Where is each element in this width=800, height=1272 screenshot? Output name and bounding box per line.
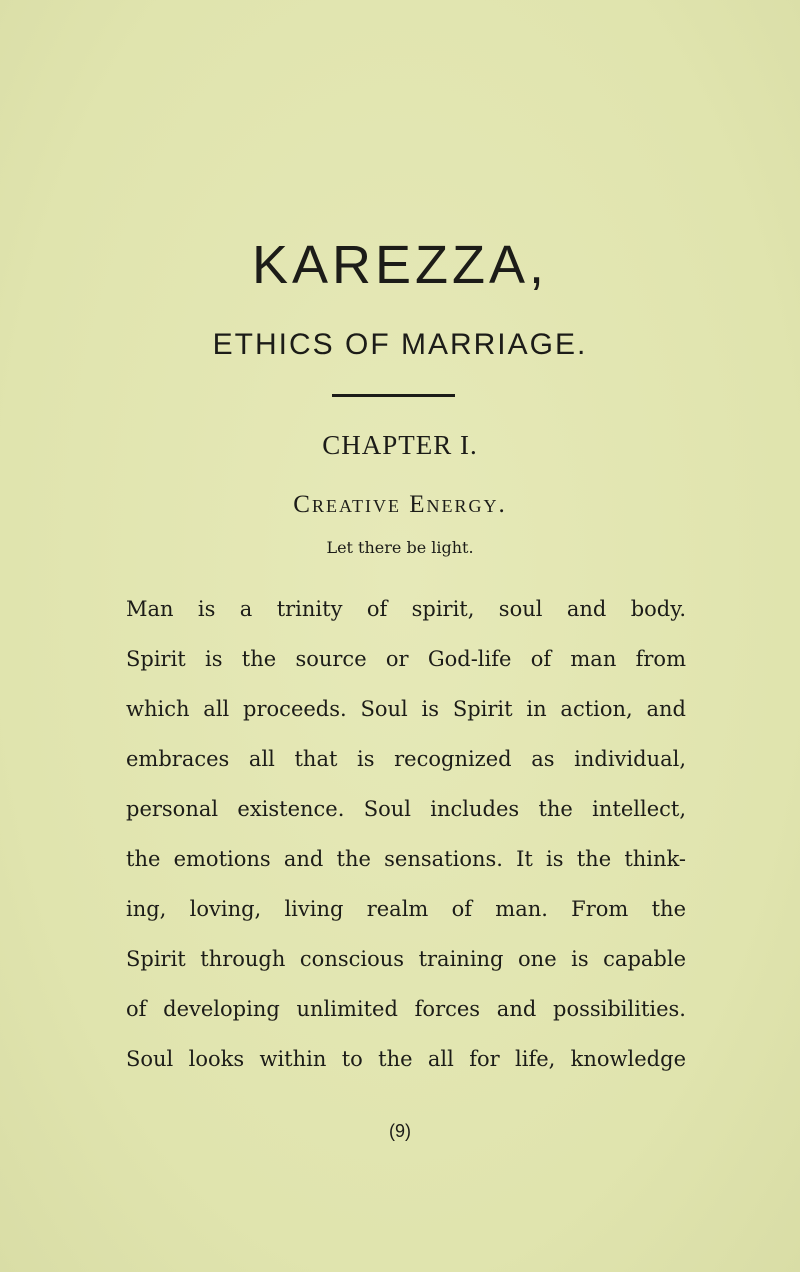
text-line: which all proceeds. Soul is Spirit in action, and [126, 697, 686, 721]
chapter-heading: CHAPTER I. [322, 430, 478, 460]
text-line: ing, loving, living realm of man. From the [126, 897, 686, 921]
title-divider [332, 394, 455, 397]
text-line: Soul looks within to the all for life, knowledge [126, 1047, 686, 1071]
body-paragraph [126, 584, 686, 1084]
page-number: (9) [389, 1121, 411, 1141]
book-title: KAREZZA, [251, 235, 549, 295]
text-line: the emotions and the sensations. It is the think- [126, 847, 686, 871]
chapter-epigraph: Let there be light. [326, 538, 474, 557]
text-line: Spirit is the source or God-life of man from [126, 647, 686, 671]
text-line: Man is a trinity of spirit, soul and body. [126, 597, 686, 621]
text-line: embraces all that is recognized as individual, [126, 747, 686, 771]
text-line: personal existence. Soul includes the intellect, [126, 797, 686, 821]
book-subtitle: ETHICS OF MARRIAGE. [212, 328, 588, 361]
text-line: of developing unlimited forces and possibilities. [126, 997, 686, 1021]
text-line: Spirit through conscious training one is capable [126, 947, 686, 971]
chapter-title: Creative Energy. [293, 491, 507, 518]
